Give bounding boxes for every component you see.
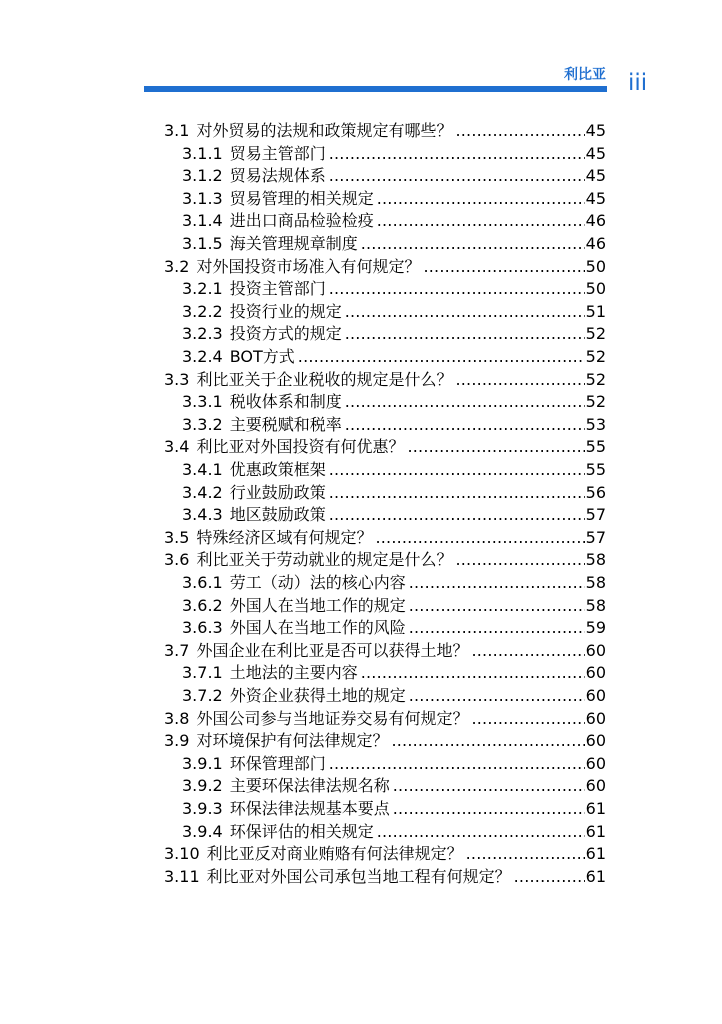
toc-entry-number: 3.2.2 (182, 301, 223, 321)
toc-leader-dots (471, 708, 584, 730)
toc-entry[interactable] (182, 165, 606, 187)
toc-entry[interactable] (182, 233, 606, 255)
toc-entry-page: 60 (585, 776, 606, 796)
toc-entry-title: 投资主管部门 (229, 279, 326, 299)
toc-entry[interactable] (182, 775, 606, 797)
toc-leader-dots (471, 640, 584, 662)
toc-entry-title: 海关管理规章制度 (229, 234, 358, 253)
toc-entry-title: 外资企业获得土地的规定 (229, 686, 406, 705)
toc-entry-number: 3.4.1 (182, 460, 223, 479)
toc-entry-page: 60 (585, 686, 606, 705)
toc-leader-dots (329, 165, 585, 187)
toc-entry-title: 主要税赋和税率 (229, 414, 342, 434)
toc-entry-title: 特殊经济区域有何规定？ (196, 527, 373, 547)
toc-entry-number: 3.2.1 (182, 279, 223, 299)
toc-entry-page: 45 (585, 143, 606, 163)
toc-entry-page: 60 (585, 663, 606, 683)
toc-entry-page: 60 (585, 640, 606, 660)
toc-entry-page: 53 (585, 414, 606, 434)
toc-entry[interactable] (182, 753, 606, 775)
toc-entry-number: 3.1.2 (182, 166, 223, 186)
toc-entry-number: 3.6.3 (182, 618, 223, 638)
toc-entry-title: 对外贸易的法规和政策规定有哪些？ (196, 121, 453, 140)
toc-entry-page: 45 (585, 188, 606, 208)
toc-leader-dots (329, 278, 585, 300)
toc-entry-title: BOT方式 (229, 347, 295, 366)
toc-leader-dots (455, 549, 584, 571)
toc-entry-title: 劳工（动）法的核心内容 (229, 573, 406, 592)
toc-leader-dots (407, 436, 584, 458)
toc-entry-page: 46 (585, 211, 606, 231)
toc-leader-dots (375, 527, 584, 549)
toc-entry-number: 3.10 (164, 844, 200, 864)
toc-entry[interactable] (182, 617, 606, 639)
header-country-name: 利比亚 (564, 67, 606, 83)
toc-leader-dots (377, 188, 585, 210)
toc-entry-title: 投资行业的规定 (229, 301, 342, 321)
toc-entry-page: 60 (585, 731, 606, 751)
toc-entry[interactable] (164, 436, 606, 458)
toc-entry[interactable] (182, 301, 606, 323)
toc-entry-page: 45 (585, 121, 606, 140)
toc-entry[interactable] (182, 414, 606, 436)
toc-entry-page: 45 (585, 166, 606, 186)
toc-entry-number: 3.2.4 (182, 347, 223, 366)
toc-entry-number: 3.2 (164, 256, 190, 276)
toc-leader-dots (455, 369, 584, 391)
toc-entry-page: 57 (585, 505, 606, 525)
toc-leader-dots (345, 301, 585, 323)
toc-entry-page: 58 (585, 595, 606, 615)
toc-leader-dots (329, 753, 585, 775)
toc-entry[interactable] (182, 685, 606, 707)
toc-entry-title: 环保管理部门 (229, 753, 326, 773)
toc-entry[interactable] (182, 278, 606, 300)
toc-entry-number: 3.4 (164, 437, 190, 457)
toc-entry-number: 3.4.3 (182, 505, 223, 525)
toc-entry-title: 外国人在当地工作的规定 (229, 595, 406, 615)
toc-entry-page: 55 (585, 460, 606, 479)
toc-leader-dots (345, 414, 585, 436)
toc-entry-page: 61 (585, 799, 606, 818)
toc-entry-page: 60 (585, 753, 606, 773)
toc-entry-page: 61 (585, 821, 606, 841)
toc-entry-number: 3.1.1 (182, 143, 223, 163)
toc-entry[interactable] (182, 346, 606, 368)
toc-leader-dots (391, 730, 584, 752)
toc-entry-number: 3.6 (164, 550, 190, 570)
toc-entry[interactable] (182, 504, 606, 526)
toc-entry-number: 3.1.5 (182, 234, 223, 253)
toc-entry-page: 61 (585, 866, 606, 886)
toc-entry-title: 税收体系和制度 (229, 392, 342, 412)
toc-entry-title: 利比亚对外国投资有何优惠？ (196, 437, 405, 457)
toc-entry-title: 土地法的主要内容 (229, 663, 358, 683)
toc-entry-page: 50 (585, 279, 606, 299)
toc-entry-title: 主要环保法律法规名称 (229, 776, 390, 796)
toc-leader-dots (466, 843, 585, 865)
toc-leader-dots (455, 120, 584, 142)
toc-leader-dots (329, 459, 585, 481)
toc-leader-dots (393, 775, 585, 797)
toc-entry-number: 3.3.1 (182, 392, 223, 412)
toc-entry-page: 52 (585, 369, 606, 389)
toc-entry[interactable] (182, 143, 606, 165)
toc-entry-title: 利比亚关于劳动就业的规定是什么？ (196, 550, 453, 570)
toc-entry-number: 3.3.2 (182, 414, 223, 434)
toc-entry-page: 52 (585, 347, 606, 366)
toc-entry[interactable] (164, 640, 606, 662)
toc-entry[interactable] (182, 188, 606, 210)
toc-leader-dots (377, 210, 585, 232)
toc-entry-page: 60 (585, 708, 606, 728)
toc-entry-number: 3.3 (164, 369, 190, 389)
toc-entry-title: 利比亚反对商业贿赂有何法律规定？ (206, 844, 463, 864)
toc-entry-page: 52 (585, 392, 606, 412)
toc-leader-dots (377, 821, 585, 843)
toc-leader-dots (514, 866, 585, 888)
toc-leader-dots (423, 256, 584, 278)
toc-leader-dots (329, 504, 585, 526)
toc-entry[interactable] (182, 210, 606, 232)
toc-leader-dots (409, 617, 585, 639)
toc-entry-number: 3.2.3 (182, 324, 223, 344)
toc-leader-dots (409, 595, 585, 617)
toc-entry[interactable] (182, 572, 606, 594)
toc-leader-dots (361, 233, 585, 255)
toc-entry-number: 3.1 (164, 121, 190, 140)
toc-entry-title: 进出口商品检验检疫 (229, 211, 374, 231)
toc-entry-number: 3.5 (164, 527, 190, 547)
toc-entry-page: 59 (585, 618, 606, 638)
toc-entry-title: 利比亚对外国公司承包当地工程有何规定？ (206, 866, 511, 886)
toc-entry-number: 3.6.2 (182, 595, 223, 615)
toc-entry-number: 3.7.2 (182, 686, 223, 705)
toc-entry[interactable] (182, 391, 606, 413)
toc-entry[interactable] (182, 459, 606, 481)
toc-entry-number: 3.7 (164, 640, 190, 660)
toc-leader-dots (345, 391, 585, 413)
toc-entry-page: 46 (585, 234, 606, 253)
toc-entry-page: 57 (585, 527, 606, 547)
toc-entry-number: 3.11 (164, 866, 200, 886)
toc-entry[interactable] (164, 369, 606, 391)
toc-entry-title: 外国人在当地工作的风险 (229, 618, 406, 638)
toc-entry[interactable] (182, 482, 606, 504)
toc-entry[interactable] (164, 527, 606, 549)
toc-entry-page: 58 (585, 550, 606, 570)
toc-entry-page: 56 (585, 482, 606, 502)
toc-leader-dots (409, 685, 585, 707)
toc-entry-title: 利比亚关于企业税收的规定是什么？ (196, 369, 453, 389)
toc-entry[interactable] (182, 595, 606, 617)
toc-entry-number: 3.9 (164, 731, 190, 751)
toc-entry[interactable] (164, 549, 606, 571)
toc-entry-title: 外国公司参与当地证券交易有何规定？ (196, 708, 469, 728)
toc-leader-dots (409, 572, 585, 594)
toc-entry[interactable] (182, 821, 606, 843)
toc-entry-page: 58 (585, 573, 606, 592)
toc-entry-title: 优惠政策框架 (229, 460, 326, 479)
toc-entry-title: 环保评估的相关规定 (229, 821, 374, 841)
toc-entry-number: 3.8 (164, 708, 190, 728)
toc-entry-number: 3.9.3 (182, 799, 223, 818)
toc-entry-title: 地区鼓励政策 (229, 505, 326, 525)
toc-entry-number: 3.4.2 (182, 482, 223, 502)
toc-leader-dots (329, 482, 585, 504)
toc-entry-title: 贸易管理的相关规定 (229, 188, 374, 208)
toc-leader-dots (329, 143, 585, 165)
toc-entry-number: 3.1.4 (182, 211, 223, 231)
toc-entry-title: 环保法律法规基本要点 (229, 799, 390, 818)
toc-entry-title: 对外国投资市场准入有何规定？ (196, 256, 421, 276)
toc-entry-title: 外国企业在利比亚是否可以获得土地？ (196, 640, 469, 660)
toc-entry-title: 投资方式的规定 (229, 324, 342, 344)
toc-entry-page: 50 (585, 256, 606, 276)
toc-entry-number: 3.6.1 (182, 573, 223, 592)
toc-leader-dots (298, 346, 585, 368)
toc-entry[interactable] (164, 866, 606, 888)
header-page-number: iii (628, 70, 648, 96)
toc-entry-number: 3.9.1 (182, 753, 223, 773)
toc-entry-page: 51 (585, 301, 606, 321)
header-rule (144, 86, 607, 92)
toc-entry[interactable] (164, 730, 606, 752)
toc-entry[interactable] (164, 120, 606, 142)
toc-entry[interactable] (164, 256, 606, 278)
toc-entry[interactable] (182, 323, 606, 345)
toc-leader-dots (345, 323, 585, 345)
toc-entry-number: 3.9.4 (182, 821, 223, 841)
toc-entry-number: 3.7.1 (182, 663, 223, 683)
toc-entry-number: 3.9.2 (182, 776, 223, 796)
toc-entry[interactable] (182, 798, 606, 820)
toc-entry-title: 贸易主管部门 (229, 143, 326, 163)
toc-entry[interactable] (182, 662, 606, 684)
toc-entry-number: 3.1.3 (182, 188, 223, 208)
toc-entry-title: 贸易法规体系 (229, 166, 326, 186)
toc-entry[interactable] (164, 843, 606, 865)
toc-entry-title: 对环境保护有何法律规定？ (196, 731, 389, 751)
toc-entry-page: 52 (585, 324, 606, 344)
toc-entry-page: 61 (585, 844, 606, 864)
toc-leader-dots (361, 662, 585, 684)
toc-leader-dots (393, 798, 585, 820)
toc-entry[interactable] (164, 708, 606, 730)
toc-entry-page: 55 (585, 437, 606, 457)
toc-entry-title: 行业鼓励政策 (229, 482, 326, 502)
